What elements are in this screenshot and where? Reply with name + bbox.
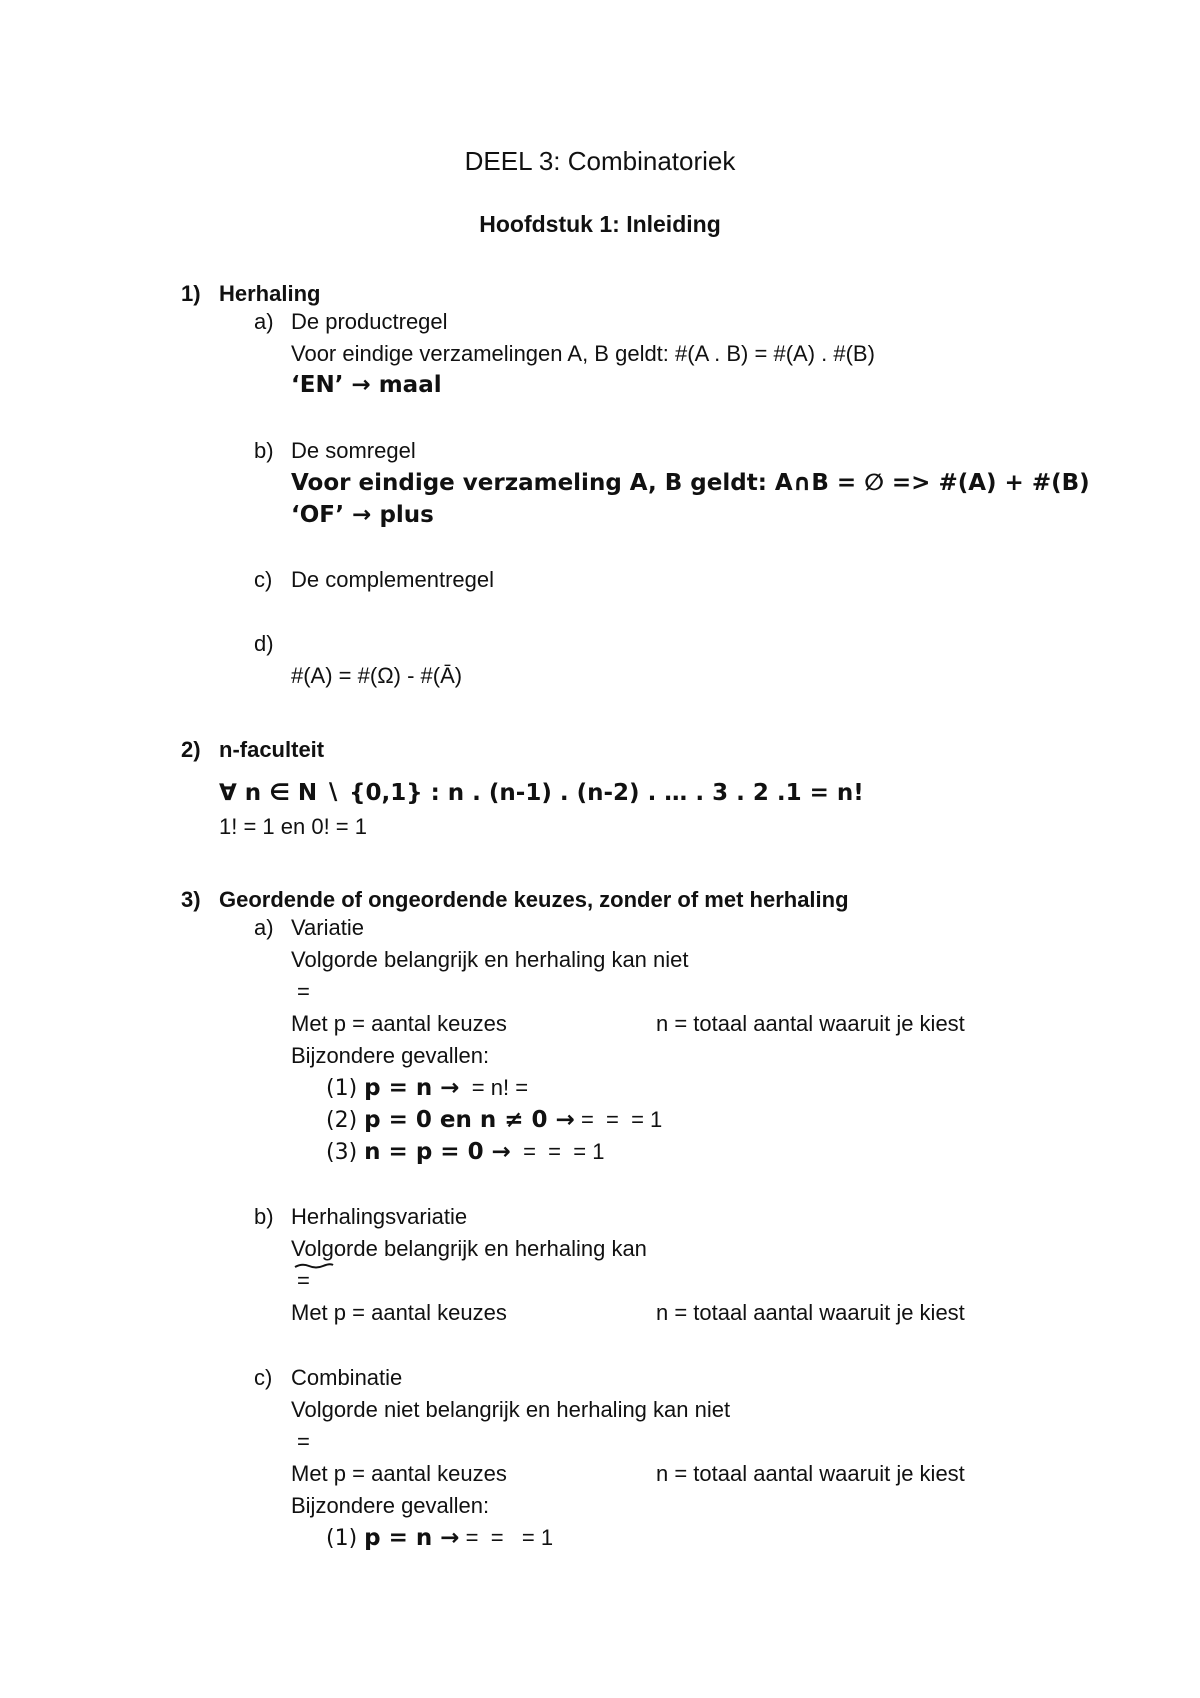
- item-3b-title: Herhalingsvariatie: [291, 1204, 468, 1229]
- repetition-variation-p-definition: Met p = aantal keuzes: [291, 1300, 507, 1325]
- item-3b-marker: b): [254, 1204, 274, 1229]
- item-1c-title: De complementregel: [291, 567, 494, 592]
- combination-case-1: [326, 1527, 553, 1550]
- section-2-number: 2): [181, 737, 201, 762]
- factorial-formula: ∀ n ∈ N ∖ {0,1} : n . (n-1) . (n-2) . … . 3 . 2 .1 = n!: [219, 780, 864, 806]
- case-result: = = = 1: [510, 1139, 605, 1164]
- case-result: = = = 1: [459, 1525, 554, 1550]
- case-condition: p = 0 en n ≠ 0 →: [364, 1107, 575, 1133]
- variation-case-2: [326, 1109, 662, 1132]
- item-1a-title: De productregel: [291, 309, 448, 334]
- product-rule-text: Voor eindige verzamelingen A, B geldt: #(A . B) = #(A) . #(B): [291, 341, 875, 366]
- case-number: (3): [326, 1140, 365, 1165]
- case-condition: n = p = 0 →: [364, 1139, 511, 1165]
- variation-case-3: [326, 1141, 604, 1164]
- item-3c-marker: c): [254, 1365, 273, 1390]
- item-3a-marker: a): [254, 915, 274, 940]
- item-1a-marker: a): [254, 309, 274, 334]
- case-number: (2): [326, 1108, 365, 1133]
- page-title: DEEL 3: Combinatoriek: [464, 146, 736, 176]
- section-2-title: n-faculteit: [219, 737, 325, 762]
- item-1c-marker: c): [254, 567, 273, 592]
- combination-special-cases-label: Bijzondere gevallen:: [291, 1493, 490, 1518]
- repetition-variation-equals: =: [297, 1268, 310, 1293]
- case-number: (1): [326, 1526, 365, 1551]
- variation-special-cases-label: Bijzondere gevallen:: [291, 1043, 490, 1068]
- case-number: (1): [326, 1076, 365, 1101]
- item-1b-title: De somregel: [291, 438, 416, 463]
- repetition-variation-n-definition: n = totaal aantal waaruit je kiest: [656, 1300, 965, 1325]
- combination-n-definition: n = totaal aantal waaruit je kiest: [656, 1461, 965, 1486]
- section-3-title: Geordende of ongeordende keuzes, zonder of met herhaling: [219, 887, 849, 912]
- product-rule-summary: ‘EN’ → maal: [291, 372, 442, 398]
- repetition-variation-description: Volgorde belangrijk en herhaling kan: [291, 1236, 647, 1261]
- combination-equals: =: [297, 1429, 310, 1454]
- item-1b-marker: b): [254, 438, 274, 463]
- section-1-title: Herhaling: [219, 281, 321, 306]
- sum-rule-text: Voor eindige verzameling A, B geldt: A∩B = ∅ => #(A) + #(B): [291, 470, 1090, 496]
- factorial-note: 1! = 1 en 0! = 1: [219, 814, 368, 839]
- section-1-number: 1): [181, 281, 201, 306]
- variation-description: Volgorde belangrijk en herhaling kan niet: [291, 947, 689, 972]
- combination-description: Volgorde niet belangrijk en herhaling kan niet: [291, 1397, 731, 1422]
- variation-n-definition: n = totaal aantal waaruit je kiest: [656, 1011, 965, 1036]
- variation-case-1: [326, 1077, 528, 1100]
- case-result: = n! =: [459, 1075, 529, 1100]
- complement-formula: #(A) = #(Ω) - #(Ā): [291, 663, 463, 688]
- variation-equals: =: [297, 979, 310, 1004]
- item-3a-title: Variatie: [291, 915, 364, 940]
- case-condition: p = n →: [364, 1525, 460, 1551]
- combination-p-definition: Met p = aantal keuzes: [291, 1461, 507, 1486]
- chapter-heading: Hoofdstuk 1: Inleiding: [479, 211, 721, 237]
- item-1d-marker: d): [254, 631, 274, 656]
- case-condition: p = n →: [364, 1075, 460, 1101]
- sum-rule-summary: ‘OF’ → plus: [291, 502, 434, 528]
- variation-p-definition: Met p = aantal keuzes: [291, 1011, 507, 1036]
- item-3c-title: Combinatie: [291, 1365, 403, 1390]
- section-3-number: 3): [181, 887, 201, 912]
- case-result: = = = 1: [574, 1107, 663, 1132]
